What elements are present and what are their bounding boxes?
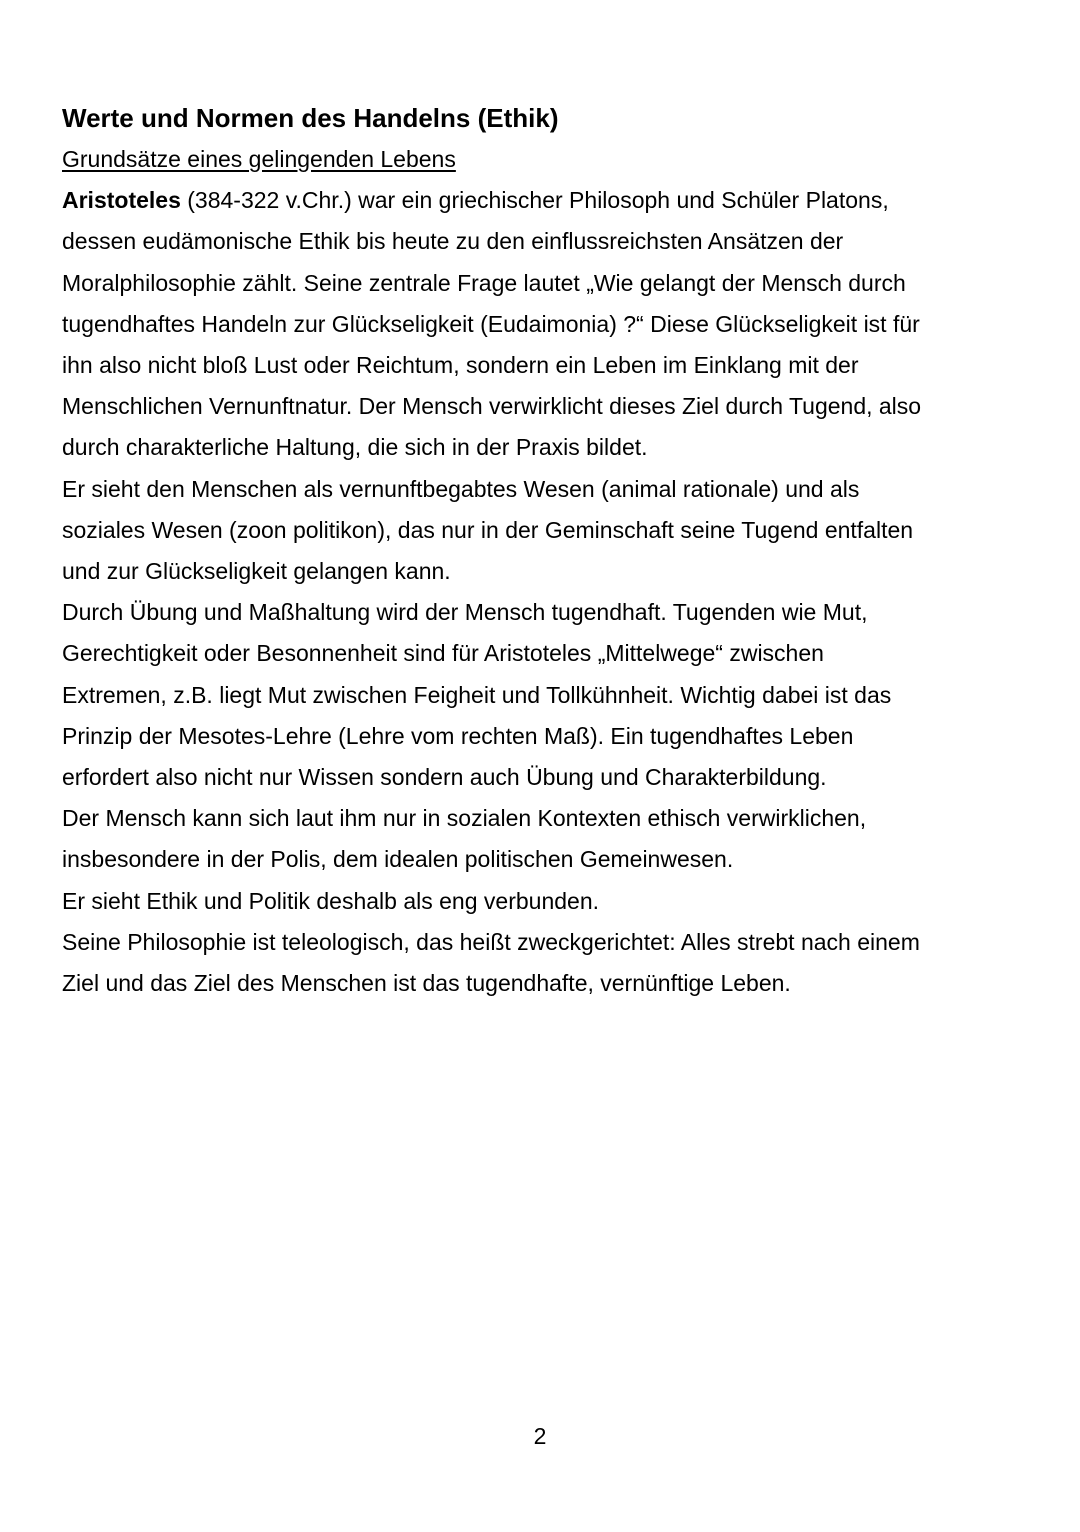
section-subtitle: Grundsätze eines gelingenden Lebens [62, 146, 456, 172]
text-line: ihn also nicht bloß Lust oder Reichtum, sondern ein Leben im Einklang mit der [62, 352, 859, 379]
text-line: insbesondere in der Polis, dem idealen politischen Gemeinwesen. [62, 846, 734, 873]
text-line: Durch Übung und Maßhaltung wird der Mensch tugendhaft. Tugenden wie Mut, [62, 599, 868, 626]
text-line: dessen eudämonische Ethik bis heute zu den einflussreichsten Ansätzen der [62, 228, 844, 255]
page-number: 2 [533, 1423, 547, 1449]
first-line-rest: (384-322 v.Chr.) war ein griechischer Philosoph und Schüler Platons, [180, 187, 889, 214]
text-line: und zur Glückseligkeit gelangen kann. [62, 558, 451, 585]
text-line: Gerechtigkeit oder Besonnenheit sind für Aristoteles „Mittelwege“ zwischen [62, 640, 824, 667]
document-page [62, 98, 1022, 1004]
text-line: Moralphilosophie zählt. Seine zentrale Frage lautet „Wie gelangt der Mensch durch [62, 269, 906, 296]
text-line: durch charakterliche Haltung, die sich in der Praxis bildet. [62, 434, 648, 461]
text-line: Extremen, z.B. liegt Mut zwischen Feigheit und Tollkühnheit. Wichtig dabei ist das [62, 681, 892, 708]
text-line: Der Mensch kann sich laut ihm nur in sozialen Kontexten ethisch verwirklichen, [62, 805, 867, 832]
bold-name: Aristoteles [62, 187, 181, 214]
text-line: Er sieht Ethik und Politik deshalb als eng verbunden. [62, 887, 599, 914]
text-line: tugendhaftes Handeln zur Glückseligkeit (Eudaimonia) ?“ Diese Glückseligkeit ist für [62, 310, 920, 337]
text-line: Seine Philosophie ist teleologisch, das heißt zweckgerichtet: Alles strebt nach einem [62, 928, 920, 955]
text-line: soziales Wesen (zoon politikon), das nur in der Geminschaft seine Tugend entfalten [62, 516, 914, 543]
text-line: Prinzip der Mesotes-Lehre (Lehre vom rechten Maß). Ein tugendhaftes Leben [62, 722, 854, 749]
page-title: Werte und Normen des Handelns (Ethik) [62, 103, 559, 133]
text-line: erfordert also nicht nur Wissen sondern auch Übung und Charakterbildung. [62, 764, 827, 791]
text-line [62, 180, 1022, 221]
text-line: Menschlichen Vernunftnatur. Der Mensch verwirklicht dieses Ziel durch Tugend, also [62, 393, 922, 420]
text-line: Er sieht den Menschen als vernunftbegabtes Wesen (animal rationale) und als [62, 475, 860, 502]
text-line: Ziel und das Ziel des Menschen ist das tugendhafte, vernünftige Leben. [62, 970, 791, 997]
